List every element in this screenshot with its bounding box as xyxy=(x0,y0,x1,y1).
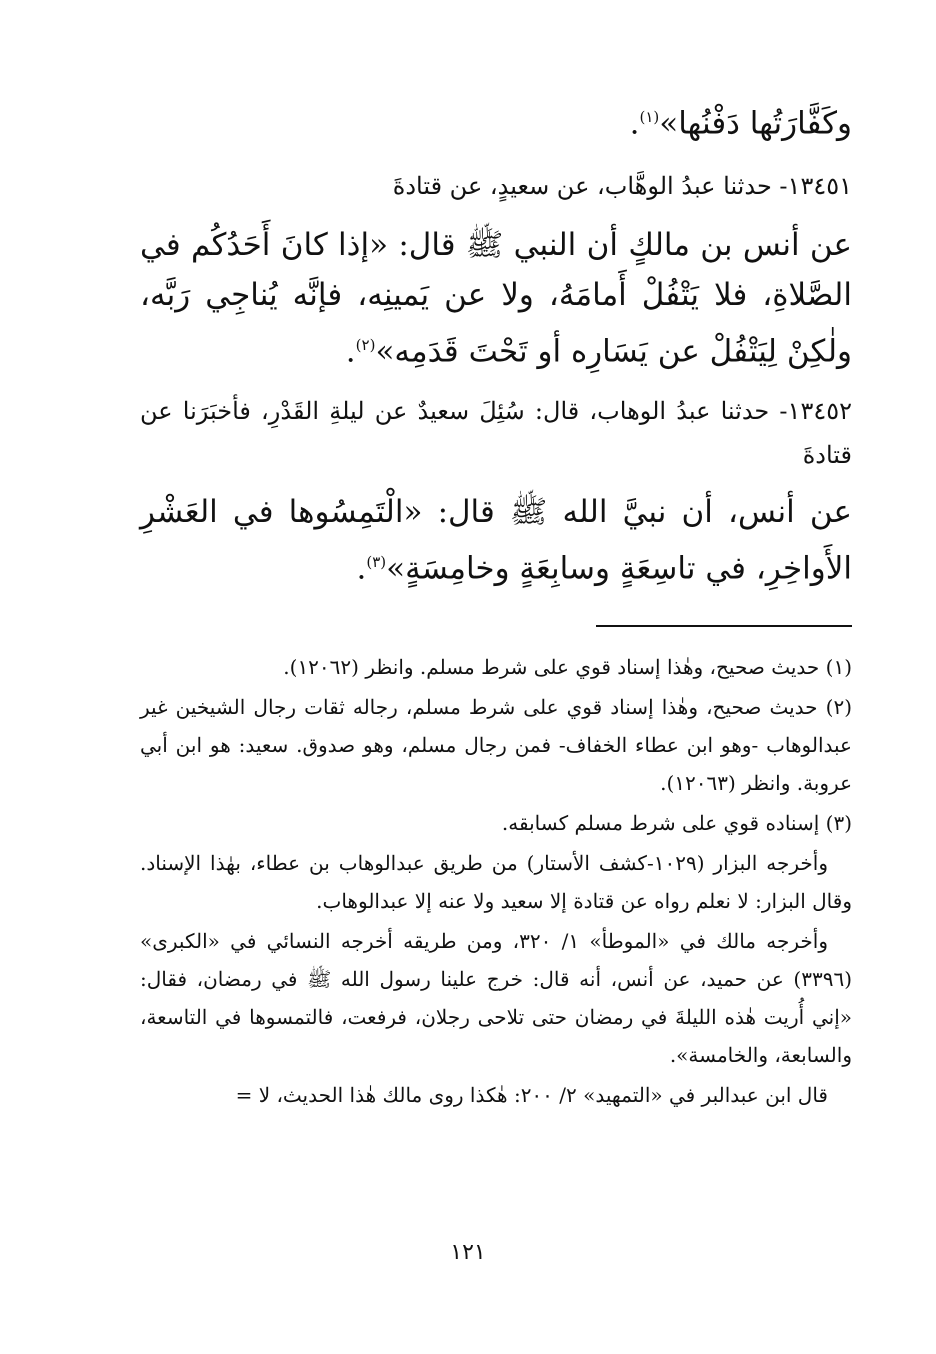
footnote-ref: (٣) xyxy=(366,552,387,571)
paragraph-end: . xyxy=(356,549,367,586)
hadith-matn-13452 xyxy=(140,487,852,593)
footnote-1: (١) حديث صحيح، وهٰذا إسناد قوي على شرط مسلم. وانظر (١٢٠٦٢). xyxy=(283,655,852,679)
hadith-matn-13451 xyxy=(140,220,852,376)
footnote-2: (٢) حديث صحيح، وهٰذا إسناد قوي على شرط مسلم، رجاله ثقات رجال الشيخين غير عبدالوهاب -وهو ابن عطاء الخفاف- فمن رجال مسلم، وهو صدوق. سعيد: هو ابن أبي عروبة. وانظر (١٢٠٦٣). xyxy=(140,695,852,795)
paragraph-text: عن أنس، أن نبيَّ الله ﷺ قال: «الْتَمِسُوها في العَشْرِ الأَواخِرِ، في تاسِعَةٍ وسابِعَةٍ وخامِسَةٍ» xyxy=(140,493,852,586)
hadith-isnad-13451: ١٣٤٥١- حدثنا عبدُ الوهَّاب، عن سعيدٍ، عن قتادةَ xyxy=(392,172,852,201)
footnote-3-paragraph-3: وأخرجه مالك في «الموطأ» ١/ ٣٢٠، ومن طريقه أخرجه النسائي في «الكبرى» (٣٣٩٦) عن حميد، عن أنس، أنه قال: خرج علينا رسول الله ﷺ في رمضان، فقال: «إني أُريت هٰذه الليلةَ في رمضان حتى تلاحى رجلان، فرفعت، فالتمسوها في التاسعة، والسابعة، والخامسة». xyxy=(140,929,852,1067)
footnote-ref: (٢) xyxy=(355,336,376,355)
main-text xyxy=(140,92,852,603)
footnote-3-paragraph-2: وأخرجه البزار (١٠٢٩-كشف الأستار) من طريق عبدالوهاب بن عطاء، بهٰذا الإسناد. وقال البزار: لا نعلم رواه عن قتادة إلا سعيد ولا عنه إلا عبدالوهاب. xyxy=(140,851,852,913)
footnotes xyxy=(140,648,852,1116)
hadith-isnad-13452: ١٣٤٥٢- حدثنا عبدُ الوهاب، قال: سُئِلَ سعيدٌ عن ليلةِ القَدْرِ، فأخبَرَنا عن قتادةَ xyxy=(140,396,852,469)
footnote-3: (٣) إسناده قوي على شرط مسلم كسابقه. xyxy=(501,811,852,835)
footnote-separator xyxy=(596,625,852,627)
paragraph-text: وكَفَّارَتُها دَفْنُها» xyxy=(659,105,852,142)
paragraph-end: . xyxy=(345,333,356,370)
paragraph-continuation xyxy=(140,92,852,148)
footnote-ref: (١) xyxy=(639,108,660,126)
page-number: ١٢١ xyxy=(450,1240,486,1265)
paragraph-text: عن أنس بن مالكٍ أن النبي ﷺ قال: «إذا كانَ أَحَدُكُم في الصَّلاةِ، فلا يَتْفُلْ أَمامَهُ، ولا عن يَمينِه، فإنَّه يُناجِي رَبَّه، ولٰكِنْ لِيَتْفُلْ عن يَسَارِه أو تَحْتَ قَدَمِه» xyxy=(140,227,852,370)
footnote-3-paragraph-4: قال ابن عبدالبر في «التمهيد» ٢/ ٢٠٠: هٰكذا روى مالك هٰذا الحديث، لا = xyxy=(235,1083,828,1107)
paragraph-end: . xyxy=(629,105,640,142)
